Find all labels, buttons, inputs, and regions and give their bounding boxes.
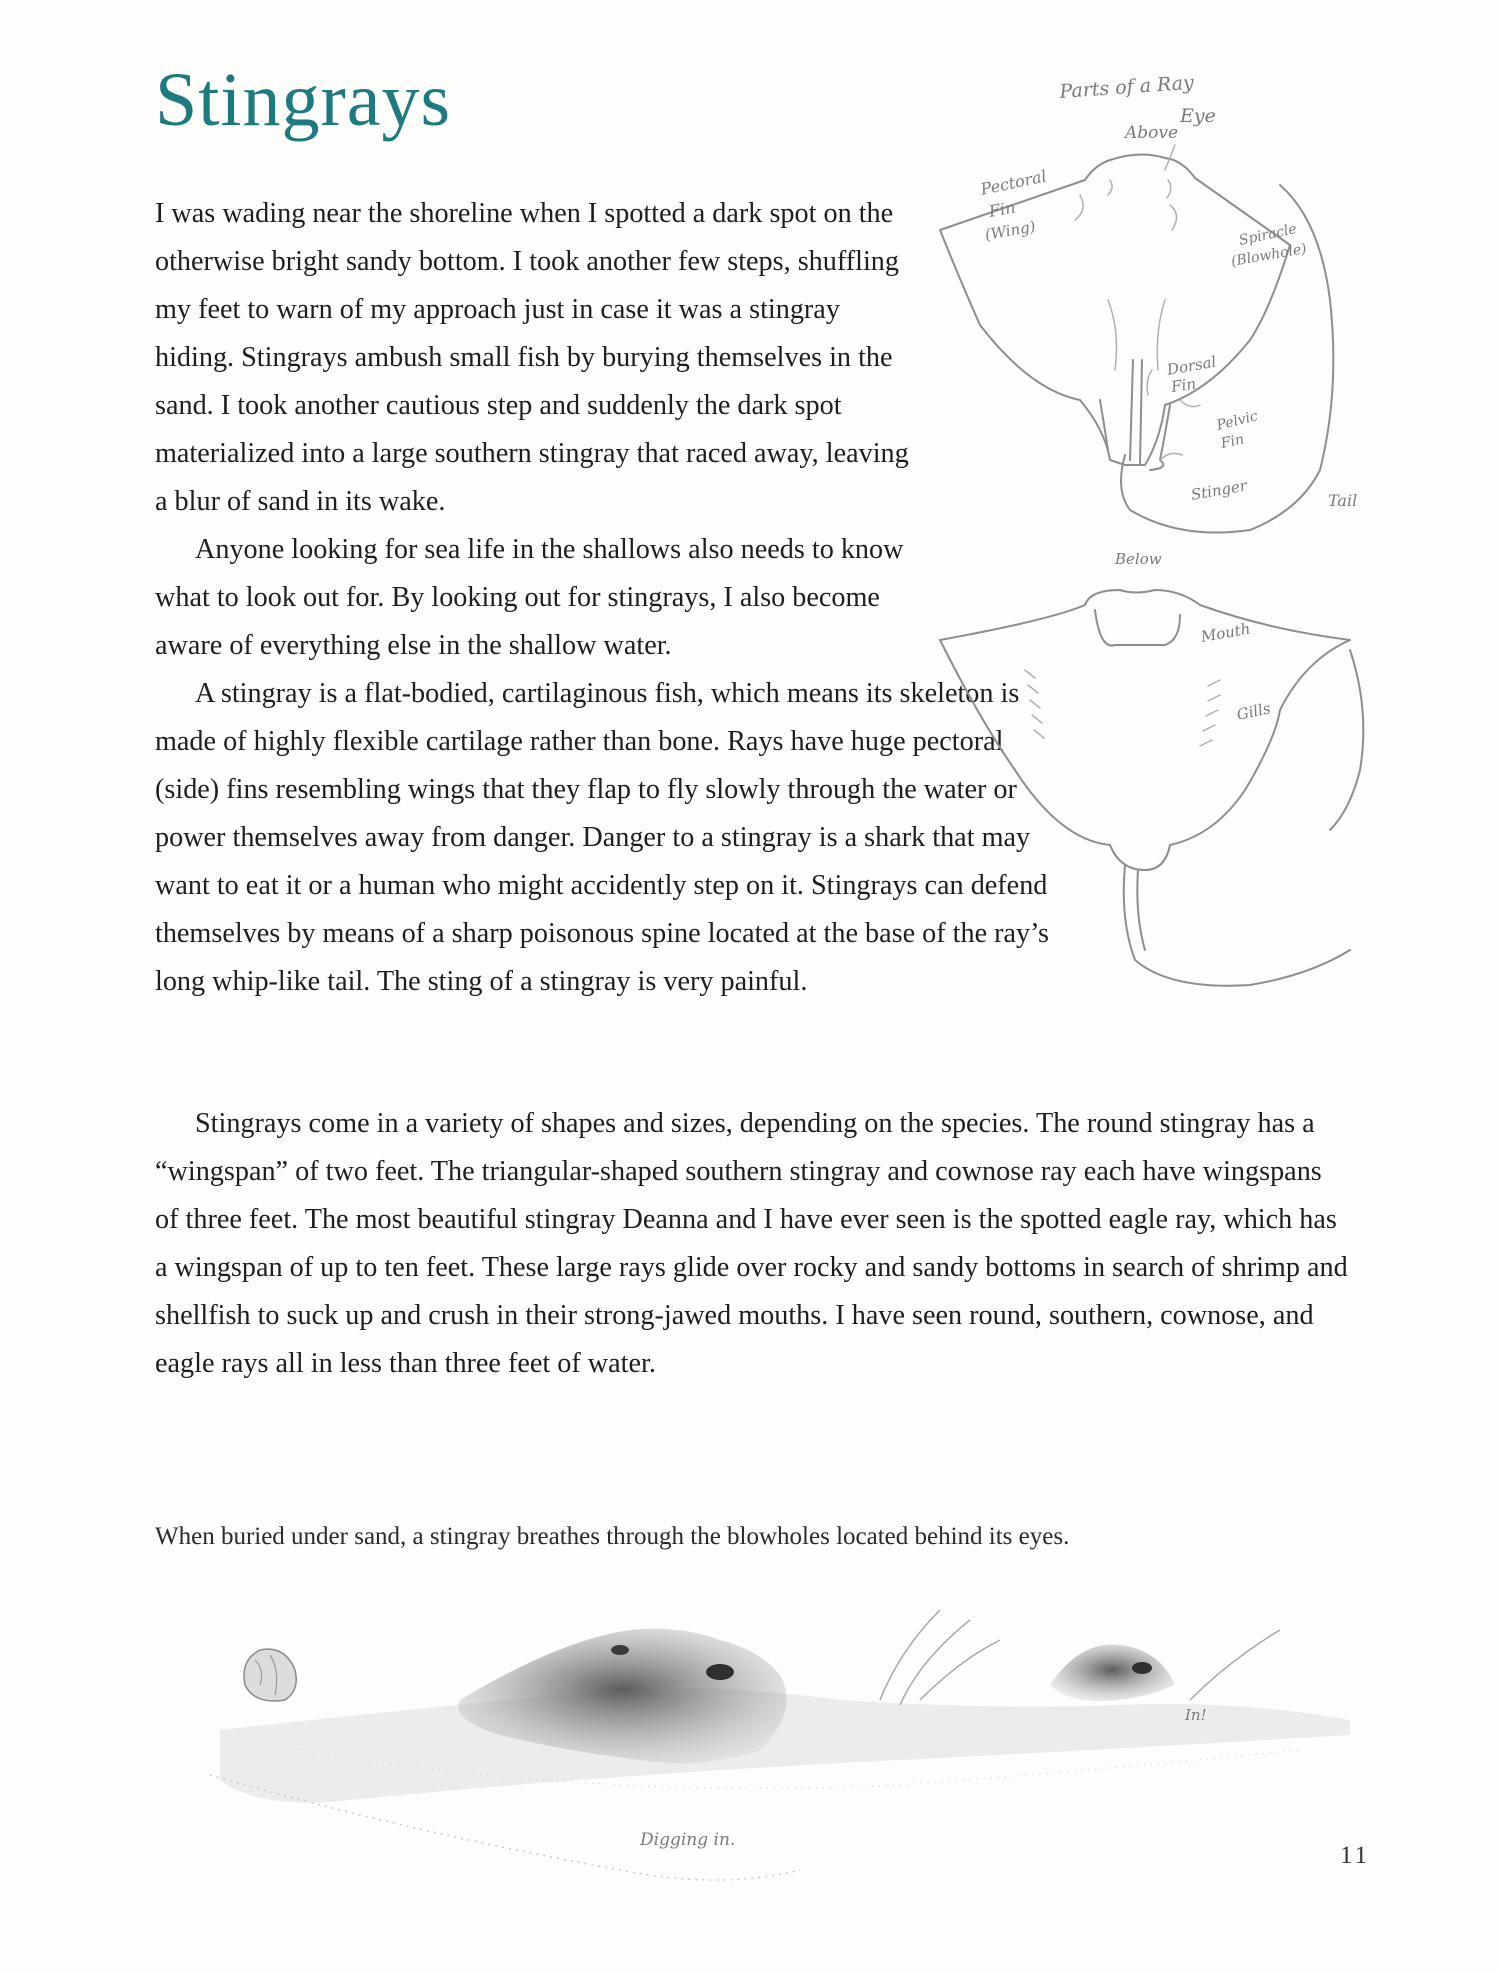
paragraph-1: I was wading near the shoreline when I spotted a dark spot on the otherwise bright sandy bottom. I took another few steps, shuffling my feet to warn of my approach just in case it was a stingray hiding. Stingrays ambush small fish by burying themselves in the sand. I took another cautious step and suddenly the dark spot materialized into a large southern stingray that raced away, leaving a blur of sand in its wake. bbox=[155, 198, 909, 517]
buried-stingray-sketch bbox=[200, 1600, 1360, 1930]
label-digging-in: Digging in. bbox=[640, 1830, 736, 1850]
paragraph-3: A stingray is a flat-bodied, cartilaginous fish, which means its skeleton is made of highly flexible cartilage rather than bone. Rays have huge pectoral (side) fins resembling wings that they flap to fly slowly through the water or power themselves away from danger. Danger to a stingray is a shark that may want to eat it or a human who might accidently step on it. Stingrays can defend themselves by means of a sharp poisonous spine located at the base of the ray’s long whip-like tail. The sting of a stingray is very painful. bbox=[155, 678, 1049, 997]
label-pectoral-2: Fin bbox=[987, 197, 1017, 221]
label-dorsal-2: Fin bbox=[1170, 374, 1198, 396]
label-dorsal-1: Dorsal bbox=[1165, 352, 1218, 379]
page-number: 11 bbox=[1340, 1842, 1371, 1869]
diagram-below-label: Below bbox=[1115, 550, 1162, 568]
label-eye: Eye bbox=[1180, 105, 1216, 127]
paragraph-4: Stingrays come in a variety of shapes and sizes, depending on the species. The round stingray has a “wingspan” of two feet. The triangular-shaped southern stingray and cownose ray each have wingspans of three feet. The most beautiful stingray Deanna and I have ever seen is the spotted eagle ray, which has a wingspan of up to ten feet. These large rays glide over rocky and sandy bottoms in search of shrimp and shellfish to suck up and crush in their strong-jawed mouths. I have seen round, southern, cownose, and eagle rays all in less than three feet of water. bbox=[155, 1108, 1348, 1379]
label-spiracle-2: (Blowhole) bbox=[1229, 240, 1308, 270]
diagram-above-label: Above bbox=[1125, 123, 1179, 143]
page-title: Stingrays bbox=[155, 58, 452, 142]
label-mouth: Mouth bbox=[1199, 619, 1252, 646]
label-in: In! bbox=[1185, 1706, 1207, 1724]
shell-illustration bbox=[244, 1649, 296, 1701]
sketch-caption: When buried under sand, a stingray breathes through the blowholes located behind its eyes. bbox=[155, 1523, 1070, 1550]
diagram-heading: Parts of a Ray bbox=[1058, 71, 1195, 103]
paragraph-2: Anyone looking for sea life in the shallows also needs to know what to look out for. By looking out for stingrays, I also become aware of everything else in the shallow water. bbox=[155, 534, 904, 661]
label-stinger: Stinger bbox=[1189, 476, 1249, 504]
label-pelvic-1: Pelvic bbox=[1215, 408, 1260, 434]
label-gills: Gills bbox=[1235, 699, 1273, 724]
label-pelvic-2: Fin bbox=[1219, 431, 1246, 452]
label-tail: Tail bbox=[1328, 491, 1358, 510]
label-spiracle-1: Spiracle bbox=[1237, 221, 1299, 249]
label-pectoral-1: Pectoral bbox=[978, 166, 1049, 199]
ray-bottom-view-illustration bbox=[940, 590, 1363, 986]
ray-buried-illustration bbox=[1050, 1645, 1175, 1702]
ray-anatomy-diagram bbox=[920, 70, 1380, 1010]
label-pectoral-3: (Wing) bbox=[983, 217, 1037, 244]
